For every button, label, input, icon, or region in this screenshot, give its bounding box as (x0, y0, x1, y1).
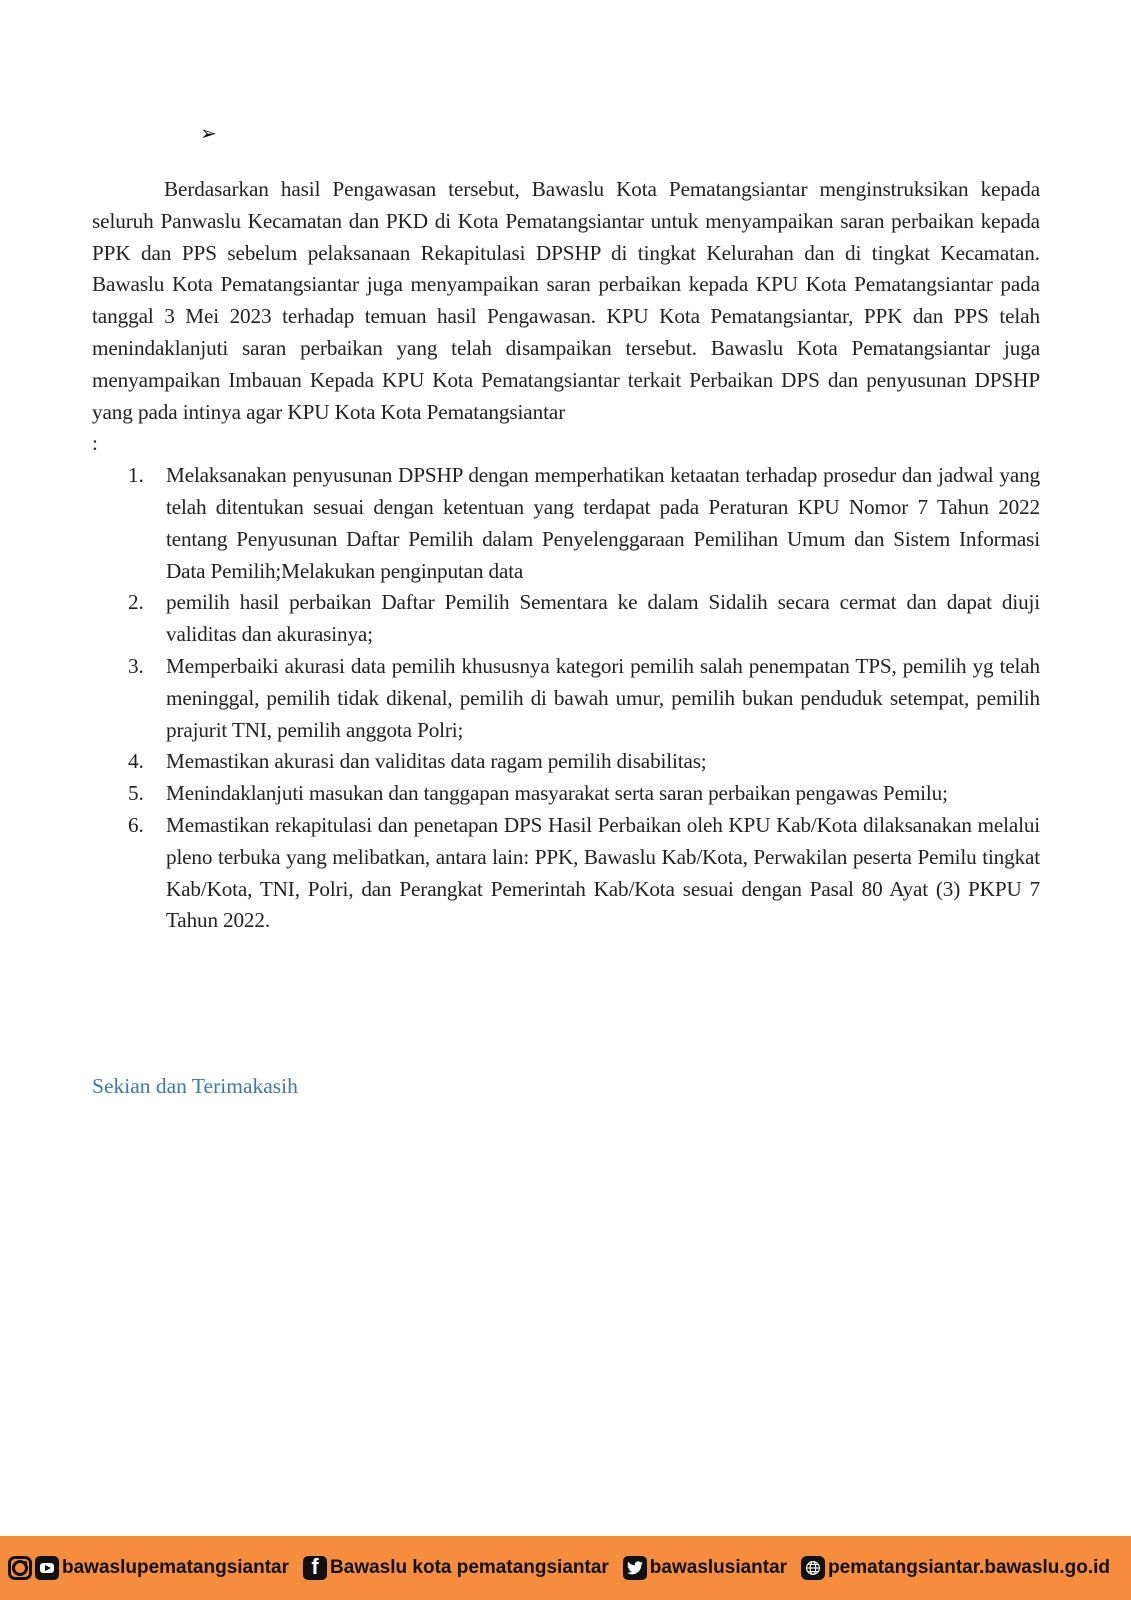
facebook-icon: f (303, 1556, 327, 1580)
instagram-icon (8, 1556, 32, 1580)
globe-icon (801, 1556, 825, 1580)
document-body (92, 174, 1040, 937)
list-item (92, 460, 1040, 587)
list-item (92, 651, 1040, 746)
list-item (92, 587, 1040, 651)
main-paragraph: Berdasarkan hasil Pengawasan tersebut, Bawaslu Kota Pematangsiantar menginstruksikan kepada seluruh Panwaslu Kecamatan dan PKD di Kota Pematangsiantar untuk menyampaikan saran perbaikan kepada PPK dan PPS sebelum pelaksanaan Rekapitulasi DPSHP di tingkat Kelurahan dan di tingkat Kecamatan. Bawaslu Kota Pematangsiantar juga menyampaikan saran perbaikan kepada KPU Kota Pematangsiantar pada tanggal 3 Mei 2023 terhadap temuan hasil Pengawasan. KPU Kota Pematangsiantar, PPK dan PPS telah menindaklanjuti saran perbaikan yang telah disampaikan tersebut. Bawaslu Kota Pematangsiantar juga menyampaikan Imbauan Kepada KPU Kota Pematangsiantar terkait Perbaikan DPS dan penyusunan DPSHP yang pada intinya agar KPU Kota Kota Pematangsiantar (92, 177, 1040, 424)
instagram-youtube-handle: bawaslupematangsiantar (62, 1557, 290, 1578)
list-number: 5. (128, 781, 144, 806)
footer-website[interactable] (801, 1556, 1110, 1580)
list-item (92, 746, 1040, 778)
arrow-bullet-icon: ➢ (200, 123, 217, 145)
list-item-text: Menindaklanjuti masukan dan tanggapan masyarakat serta saran perbaikan pengawas Pemilu; (166, 781, 948, 806)
facebook-handle: Bawaslu kota pematangsiantar (330, 1557, 609, 1578)
list-item (92, 810, 1040, 937)
twitter-icon (623, 1556, 647, 1580)
list-number: 6. (128, 812, 144, 837)
list-number: 1. (128, 463, 144, 488)
list-item (92, 778, 1040, 810)
footer-instagram-youtube[interactable] (0, 1556, 289, 1580)
list-number: 2. (128, 590, 144, 615)
list-number: 4. (128, 749, 144, 774)
footer-twitter[interactable] (623, 1556, 787, 1580)
footer-social-bar (0, 1536, 1131, 1600)
twitter-handle: bawaslusiantar (649, 1557, 788, 1578)
closing-text: Sekian dan Terimakasih (92, 1074, 298, 1098)
list-item-text: Memastikan rekapitulasi dan penetapan DPS Hasil Perbaikan oleh KPU Kab/Kota dilaksanakan melalui pleno terbuka yang melibatkan, antara lain: PPK, Bawaslu Kab/Kota, Perwakilan peserta Pemilu tingkat Kab/Kota, TNI, Polri, dan Perangkat Pemerintah Kab/Kota sesuai dengan Pasal 80 Ayat (3) PKPU 7 Tahun 2022. (166, 812, 1040, 933)
list-item-text: Memperbaiki akurasi data pemilih khususnya kategori pemilih salah penempatan TPS, pemilih yg telah meninggal, pemilih tidak dikenal, pemilih di bawah umur, pemilih bukan penduduk setempat, pemilih prajurit TNI, pemilih anggota Polri; (166, 653, 1040, 742)
list-item-text: Memastikan akurasi dan validitas data ragam pemilih disabilitas; (166, 749, 707, 774)
list-item-text: pemilih hasil perbaikan Daftar Pemilih Sementara ke dalam Sidalih secara cermat dan dapat diuji validitas dan akurasinya; (166, 590, 1040, 647)
recommendation-list (92, 460, 1040, 937)
list-number: 3. (128, 653, 144, 678)
website-url: pematangsiantar.bawaslu.go.id (828, 1557, 1110, 1578)
colon: : (92, 431, 98, 456)
footer-facebook[interactable] (303, 1556, 609, 1580)
list-item-text: Melaksanakan penyusunan DPSHP dengan memperhatikan ketaatan terhadap prosedur dan jadwal yang telah ditentukan sesuai dengan ketentuan yang terdapat pada Peraturan KPU Nomor 7 Tahun 2022 tentang Penyusunan Daftar Pemilih dalam Penyelenggaraan Pemilihan Umum dan Sistem Informasi Data Pemilih;Melakukan penginputan data (166, 463, 1040, 583)
youtube-icon (35, 1556, 59, 1580)
